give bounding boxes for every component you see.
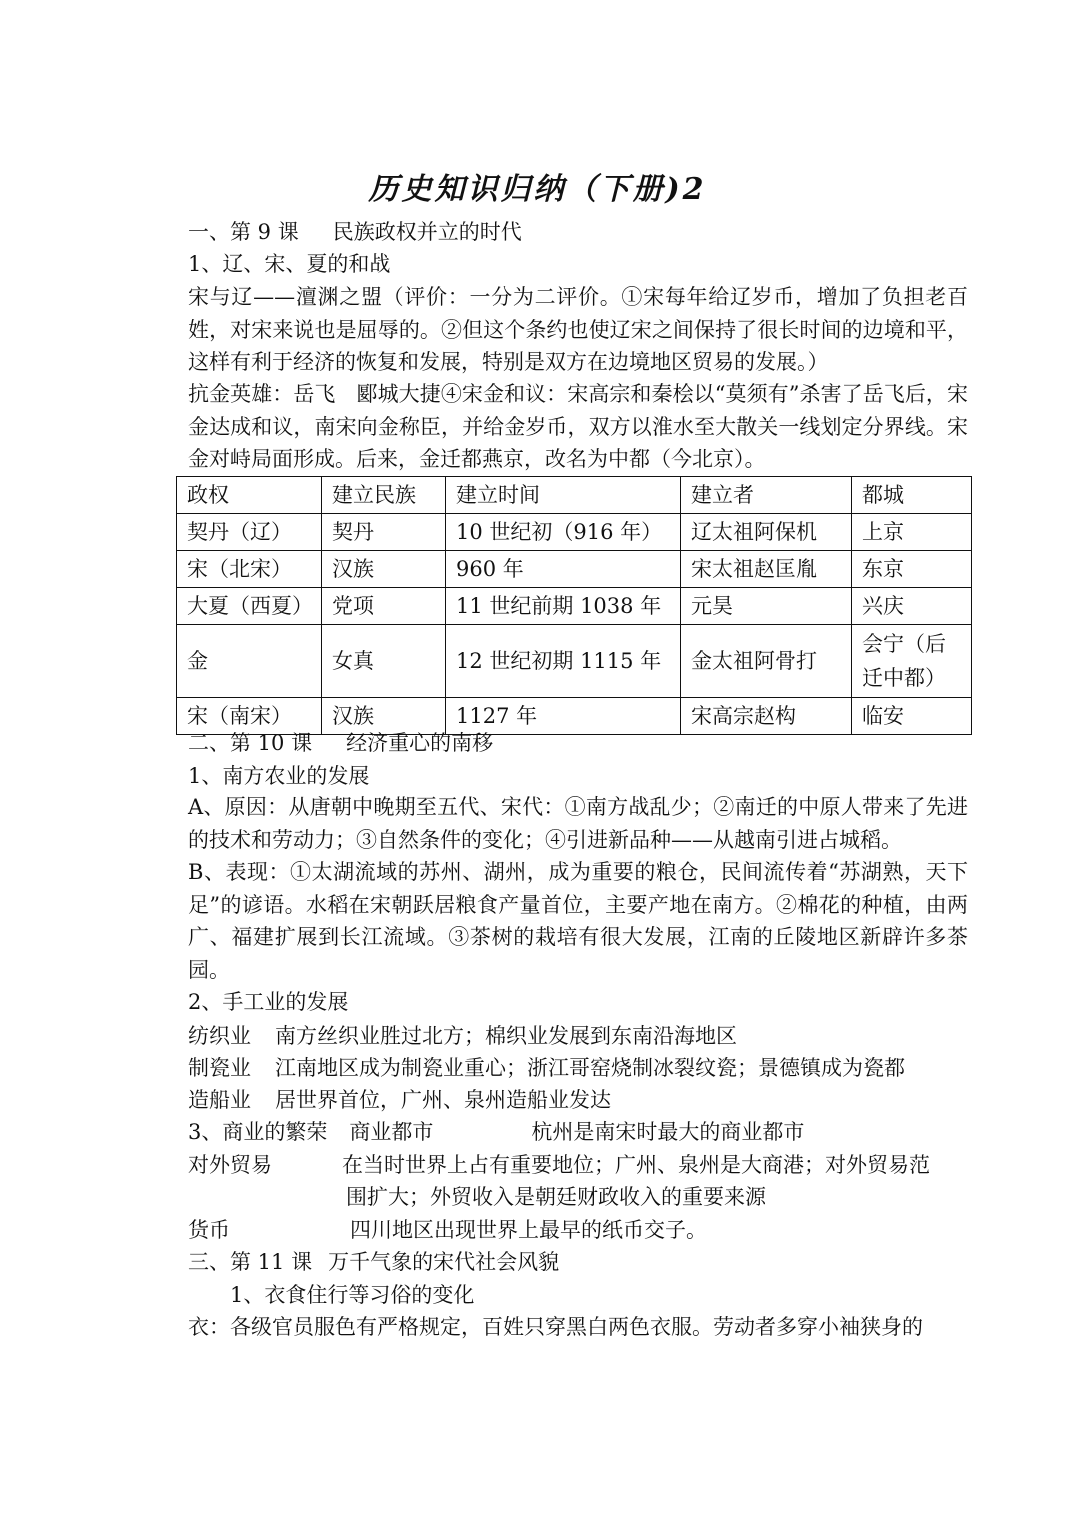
shipbuilding-text: 居世界首位，广州、泉州造船业发达: [275, 1088, 611, 1112]
lesson10-subheading-2: 2、手工业的发展: [188, 990, 349, 1014]
lesson11-subheading-1: 1、衣食住行等习俗的变化: [230, 1283, 475, 1307]
lesson10-paragraph-reasons: A、原因：从唐朝中晚期至五代、宋代：①南方战乱少；②南迁的中原人带来了先进的技术和劳动力；③自然条件的变化；④引进新品种——从越南引进占城稻。: [188, 795, 968, 852]
table-cell: 大夏（西夏）: [177, 588, 322, 625]
table-row: [177, 588, 972, 625]
lesson9-title: 民族政权并立的时代: [332, 220, 522, 244]
lesson11-heading: [188, 1246, 559, 1278]
lesson11-title: 万千气象的宋代社会风貌: [328, 1250, 560, 1274]
shipbuilding-row: [188, 1084, 611, 1116]
porcelain-text: 江南地区成为制瓷业重心；浙江哥窑烧制冰裂纹瓷；景德镇成为瓷都: [275, 1056, 905, 1080]
table-header-cell: 政权: [177, 477, 322, 514]
table-cell: 金: [177, 625, 322, 698]
table-row: [177, 514, 972, 551]
table-cell: 宋（南宋）: [177, 698, 322, 735]
table-cell: 党项: [322, 588, 446, 625]
porcelain-label: 制瓷业: [188, 1056, 251, 1080]
lesson9-subheading-1: 1、辽、宋、夏的和战: [188, 252, 391, 276]
page-title: 历史知识归纳（下册)2: [368, 172, 707, 207]
foreign-trade-text-2: 围扩大；外贸收入是朝廷财政收入的重要来源: [346, 1185, 766, 1209]
shipbuilding-label: 造船业: [188, 1088, 251, 1112]
table-cell: 宋高宗赵构: [681, 698, 852, 735]
commerce-cities-text: 杭州是南宋时最大的商业都市: [531, 1120, 805, 1144]
lesson11-clothing-text: 衣：各级官员服色有严格规定，百姓只穿黑白两色衣服。劳动者多穿小袖狭身的: [188, 1315, 923, 1339]
table-cell: 元昊: [681, 588, 852, 625]
table-cell: 契丹（辽）: [177, 514, 322, 551]
textile-text: 南方丝织业胜过北方；棉织业发展到东南沿海地区: [275, 1024, 737, 1048]
table-header-cell: 建立时间: [446, 477, 681, 514]
table-cell: 960 年: [446, 551, 681, 588]
lesson10-title: 经济重心的南移: [346, 731, 494, 755]
table-cell: 女真: [322, 625, 446, 698]
lesson10-subheading-1: 1、南方农业的发展: [188, 764, 370, 788]
table-cell: 汉族: [322, 551, 446, 588]
table-cell: 辽太祖阿保机: [681, 514, 852, 551]
polity-table: [176, 476, 972, 735]
table-cell: 11 世纪前期 1038 年: [446, 588, 681, 625]
commerce-cities-label: 商业都市: [349, 1120, 434, 1144]
table-row: [177, 551, 972, 588]
foreign-trade-label: 对外贸易: [188, 1153, 272, 1177]
textile-label: 纺织业: [188, 1024, 251, 1048]
table-header-row: [177, 477, 972, 514]
table-header-cell: 建立者: [681, 477, 852, 514]
currency-text: 四川地区出现世界上最早的纸币交子。: [350, 1218, 707, 1242]
porcelain-row: [188, 1052, 905, 1084]
lesson9-number: 一、第 9 课: [188, 220, 299, 244]
table-cell: 金太祖阿骨打: [681, 625, 852, 698]
currency-label: 货币: [188, 1218, 230, 1242]
lesson10-paragraph-manifestations: B、表现：①太湖流域的苏州、湖州，成为重要的粮仓，民间流传着“苏湖熟，天下足”的谚语。水稻在宋朝跃居粮食产量首位，主要产地在南方。②棉花的种植，由两广、福建扩展到长江流域。③茶树的栽培有很大发展，江南的丘陵地区新辟许多茶园。: [188, 860, 968, 982]
commerce-subheading: 3、商业的繁荣: [188, 1120, 328, 1144]
table-cell: 东京: [852, 551, 972, 588]
table-row: [177, 625, 972, 698]
commerce-row: [188, 1116, 804, 1148]
table-cell: 临安: [852, 698, 972, 735]
textile-row: [188, 1020, 737, 1052]
table-cell: 10 世纪初（916 年）: [446, 514, 681, 551]
table-cell: 12 世纪初期 1115 年: [446, 625, 681, 698]
table-cell: 宋太祖赵匡胤: [681, 551, 852, 588]
lesson9-heading: [188, 216, 522, 248]
lesson10-number: 二、第 10 课: [188, 731, 313, 755]
table-header-cell: 都城: [852, 477, 972, 514]
lesson10-heading: [188, 727, 493, 759]
table-cell: 上京: [852, 514, 972, 551]
lesson11-number: 三、第 11 课: [188, 1250, 313, 1274]
lesson9-paragraph-yuefei: 抗金英雄：岳飞 郾城大捷④宋金和议：宋高宗和秦桧以“莫须有”杀害了岳飞后，宋金达成和议，南宋向金称臣，并给金岁币，双方以淮水至大散关一线划定分界线。宋金对峙局面形成。后来，金迁都燕京，改名为中都（今北京）。: [188, 382, 968, 471]
table-cell: 1127 年: [446, 698, 681, 735]
foreign-trade-text-1: 在当时世界上占有重要地位；广州、泉州是大商港；对外贸易范: [342, 1153, 930, 1177]
lesson9-paragraph-chanyuan: 宋与辽——澶渊之盟（评价：一分为二评价。①宋每年给辽岁币，增加了负担老百姓，对宋来说也是屈辱的。②但这个条约也使辽宋之间保持了很长时间的边境和平，这样有利于经济的恢复和发展，特别是双方在边境地区贸易的发展。）: [188, 285, 968, 374]
table-cell: 契丹: [322, 514, 446, 551]
table-cell: 宋（北宋）: [177, 551, 322, 588]
table-cell: 汉族: [322, 698, 446, 735]
table-cell: 兴庆: [852, 588, 972, 625]
table-cell: 会宁（后迁中都）: [852, 625, 972, 698]
table-header-cell: 建立民族: [322, 477, 446, 514]
